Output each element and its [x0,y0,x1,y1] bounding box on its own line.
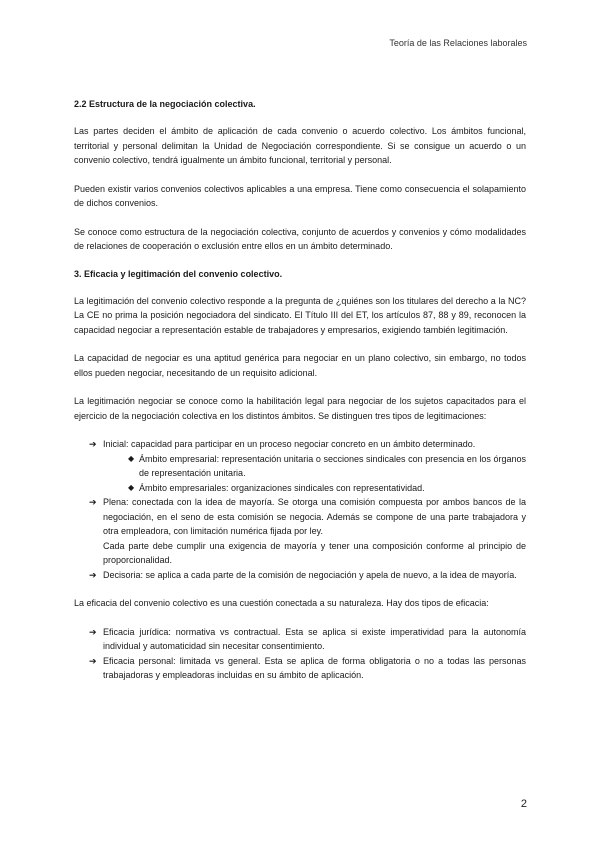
list-item [74,654,526,683]
arrow-icon: ➔ [89,569,97,580]
section-heading-3: 3. Eficacia y legitimación del convenio colectivo. [74,268,283,279]
list-item-text: Decisoria: se aplica a cada parte de la comisión de negociación y apela de nuevo, a la idea de mayoría. [103,569,517,580]
arrow-icon: ➔ [89,497,97,507]
diamond-icon: ◆ [128,482,135,492]
legitimaciones-list [74,437,526,582]
paragraph: Se conoce como estructura de la negociación colectiva, conjunto de acuerdos y convenios y cómo modalidades de relaciones de cooperación o exclusión entre ellos en un ámbito determinado. [74,226,526,251]
paragraph: Pueden existir varios convenios colectivos aplicables a una empresa. Tiene como consecuencia el solapamiento de dichos convenios. [74,183,526,208]
eficacias-list [74,625,526,683]
paragraph: Las partes deciden el ámbito de aplicación de cada convenio o acuerdo colectivo. Los ámbitos funcional, territorial y personal delimitan la Unidad de Negociación correspondiente. Si se consigue un acuerdo o un convenio colectivo, tendrá igualmente un ámbito funcional, territorial y personal. [74,126,526,165]
arrow-icon: ➔ [89,626,97,637]
list-item [74,625,526,654]
paragraph: La eficacia del convenio colectivo es una cuestión conectada a su naturaleza. Hay dos tipos de eficacia: [74,598,489,608]
list-item-text: Eficacia jurídica: normativa vs contractual. Esta se aplica si existe imperatividad para la autonomía individual y automaticidad sin necesitar consentimiento. [103,626,526,651]
paragraph: La legitimación negociar se conoce como la habilitación legal para negociar de los sujetos capacitados para el ejercicio de la negociación colectiva en los distintos ámbitos. Se distinguen tres tipos de legitimaciones: [74,396,526,421]
sub-list-item-text: Ámbito empresarial: representación unitaria o secciones sindicales con presencia en los órganos de representación unitaria. [139,453,526,478]
page-number: 2 [520,798,527,810]
document-body [74,97,526,683]
list-item-text: Plena: conectada con la idea de mayoría. Se otorga una comisión compuesta por ambos bancos de la negociación, en el seno de esta comisión se negocia. Además se compone de una parte trabajadora y otra empleadora, con limitación numérica fijada por ley. [103,497,526,536]
list-item [74,437,526,495]
diamond-icon: ◆ [128,453,135,463]
arrow-icon: ➔ [89,439,97,449]
list-item-text: Eficacia personal: limitada vs general. Esta se aplica de forma obligatoria o no a todas las personas trabajadoras y empleadoras incluidas en su ámbito de aplicación. [103,655,526,680]
arrow-icon: ➔ [89,655,97,666]
sub-list-item [127,481,526,496]
sub-list-item-text: Ámbito empresariales: organizaciones sindicales con representatividad. [139,482,425,493]
section-heading-2-2: 2.2 Estructura de la negociación colectiva. [74,99,256,109]
paragraph: La legitimación del convenio colectivo responde a la pregunta de ¿quiénes son los titulares del derecho a la NC? La CE no prima la posición negociadora del sindicato. El Título III del ET, los artículos 87, 88 y 89, reconocen la capacidad negociar a representación estable de trabajadores y empresarios, exigiendo también legitimación. [74,295,526,335]
running-header: Teoría de las Relaciones laborales [389,38,527,48]
sub-list [103,452,526,496]
list-item-text: Inicial: capacidad para participar en un proceso negociar concreto en un ámbito determinado. [103,439,476,449]
paragraph: La capacidad de negociar es una aptitud genérica para negociar en un plano colectivo, sin embargo, no todos ellos pueden negociar, necesitando de un requisito adicional. [74,353,526,378]
list-item [74,568,526,583]
sub-list-item [127,452,526,481]
list-item-continuation: Cada parte debe cumplir una exigencia de mayoría y tener una composición conforme al principio de proporcionalidad. [103,540,526,565]
list-item [74,495,526,568]
